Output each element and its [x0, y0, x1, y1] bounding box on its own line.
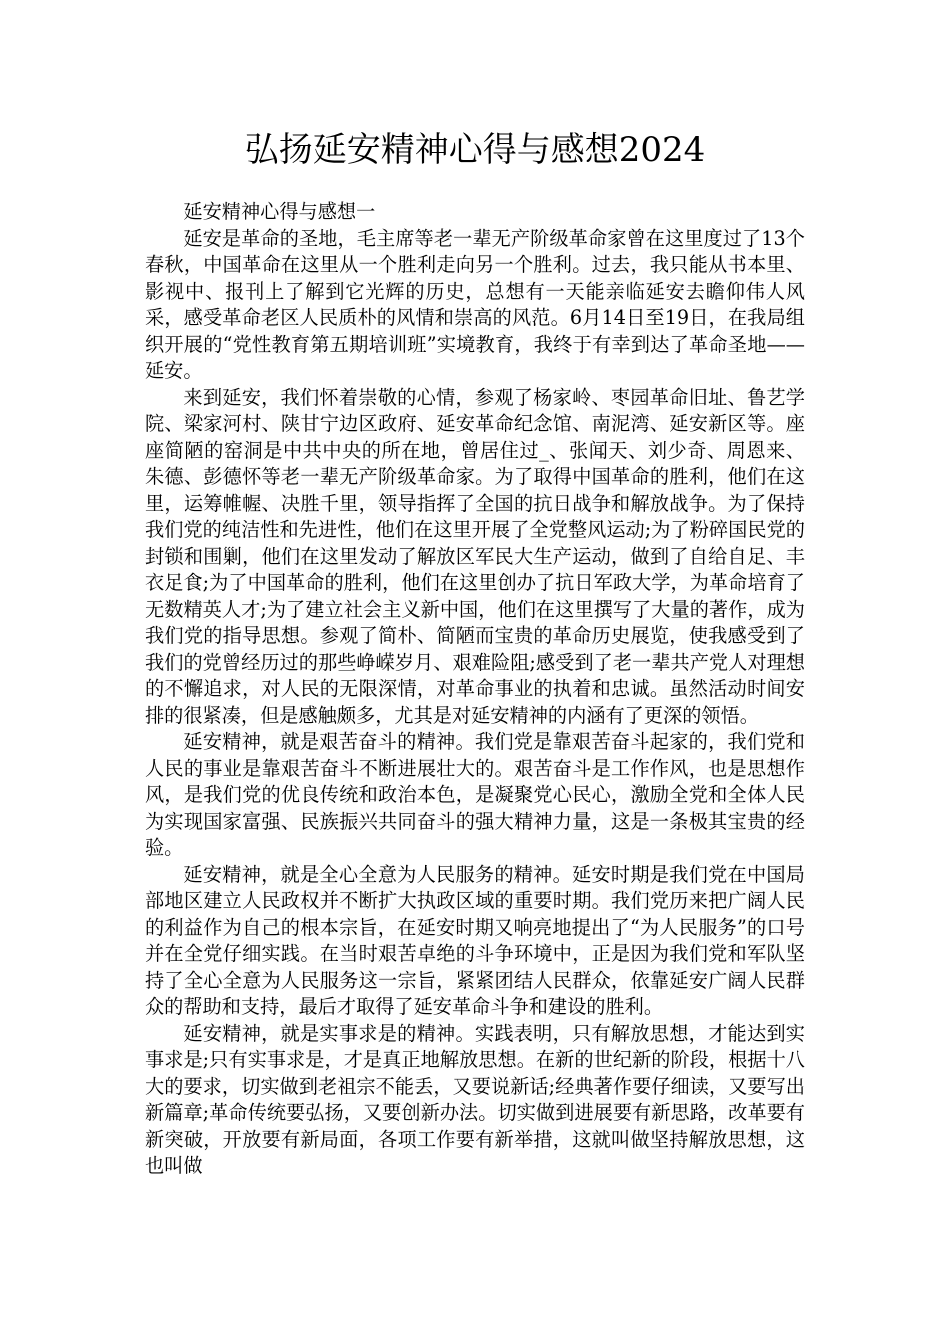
paragraph: 延安精神，就是艰苦奋斗的精神。我们党是靠艰苦奋斗起家的，我们党和人民的事业是靠艰苦奋斗不断进展壮大的。艰苦奋斗是工作作风，也是思想作风，是我们党的优良传统和政治本色，是凝聚党心民心，激励全党和全体人民为实现国家富强、民族振兴共同奋斗的强大精神力量，这是一条极其宝贵的经验。 — [145, 730, 805, 859]
document-title: 弘扬延安精神心得与感想2024 — [244, 130, 706, 170]
document-body — [145, 199, 805, 1180]
paragraph: 延安精神，就是全心全意为人民服务的精神。延安时期是我们党在中国局部地区建立人民政权并不断扩大执政区域的重要时期。我们党历来把广阔人民的利益作为自己的根本宗旨，在延安时期又响亮地提出了“为人民服务”的口号并在全党仔细实践。在当时艰苦卓绝的斗争环境中，正是因为我们党和军队坚持了全心全意为人民服务这一宗旨，紧紧团结人民群众，依靠延安广阔人民群众的帮助和支持，最后才取得了延安革命斗争和建设的胜利。 — [145, 862, 805, 1018]
section-subheading: 延安精神心得与感想一 — [183, 200, 376, 223]
paragraph: 来到延安，我们怀着崇敬的心情，参观了杨家岭、枣园革命旧址、鲁艺学院、梁家河村、陕甘宁边区政府、延安革命纪念馆、南泥湾、延安新区等。座座简陋的窑洞是中共中央的所在地，曾居住过_、张闻天、刘少奇、周恩来、朱德、彭德怀等老一辈无产阶级革命家。为了取得中国革命的胜利，他们在这里，运筹帷幄、决胜千里，领导指挥了全国的抗日战争和解放战争。为了保持我们党的纯洁性和先进性，他们在这里开展了全党整风运动;为了粉碎国民党的封锁和围剿，他们在这里发动了解放区军民大生产运动，做到了自给自足、丰衣足食;为了中国革命的胜利，他们在这里创办了抗日军政大学，为革命培育了无数精英人才;为了建立社会主义新中国，他们在这里撰写了大量的著作，成为我们党的指导思想。参观了简朴、简陋而宝贵的革命历史展览，使我感受到了我们的党曾经历过的那些峥嵘岁月、艰难险阻;感受到了老一辈共产党人对理想的不懈追求，对人民的无限深情，对革命事业的执着和忠诚。虽然活动时间安排的很紧凑，但是感触颇多，尤其是对延安精神的内涵有了更深的领悟。 — [145, 385, 805, 727]
paragraph: 延安是革命的圣地，毛主席等老一辈无产阶级革命家曾在这里度过了13个春秋，中国革命在这里从一个胜利走向另一个胜利。过去，我只能从书本里、影视中、报刊上了解到它光辉的历史，总想有一天能亲临延安去瞻仰伟人风采，感受革命老区人民质朴的风情和崇高的风范。6月14日至19日，在我局组织开展的“党性教育第五期培训班”实境教育，我终于有幸到达了革命圣地——延安。 — [145, 226, 805, 382]
paragraph: 延安精神，就是实事求是的精神。实践表明，只有解放思想，才能达到实事求是;只有实事求是，才是真正地解放思想。在新的世纪新的阶段，根据十八大的要求，切实做到老祖宗不能丢，又要说新话;经典著作要仔细读，又要写出新篇章;革命传统要弘扬，又要创新办法。切实做到进展要有新思路，改革要有新突破，开放要有新局面，各项工作要有新举措，这就叫做坚持解放思想，这也叫做 — [145, 1021, 805, 1177]
